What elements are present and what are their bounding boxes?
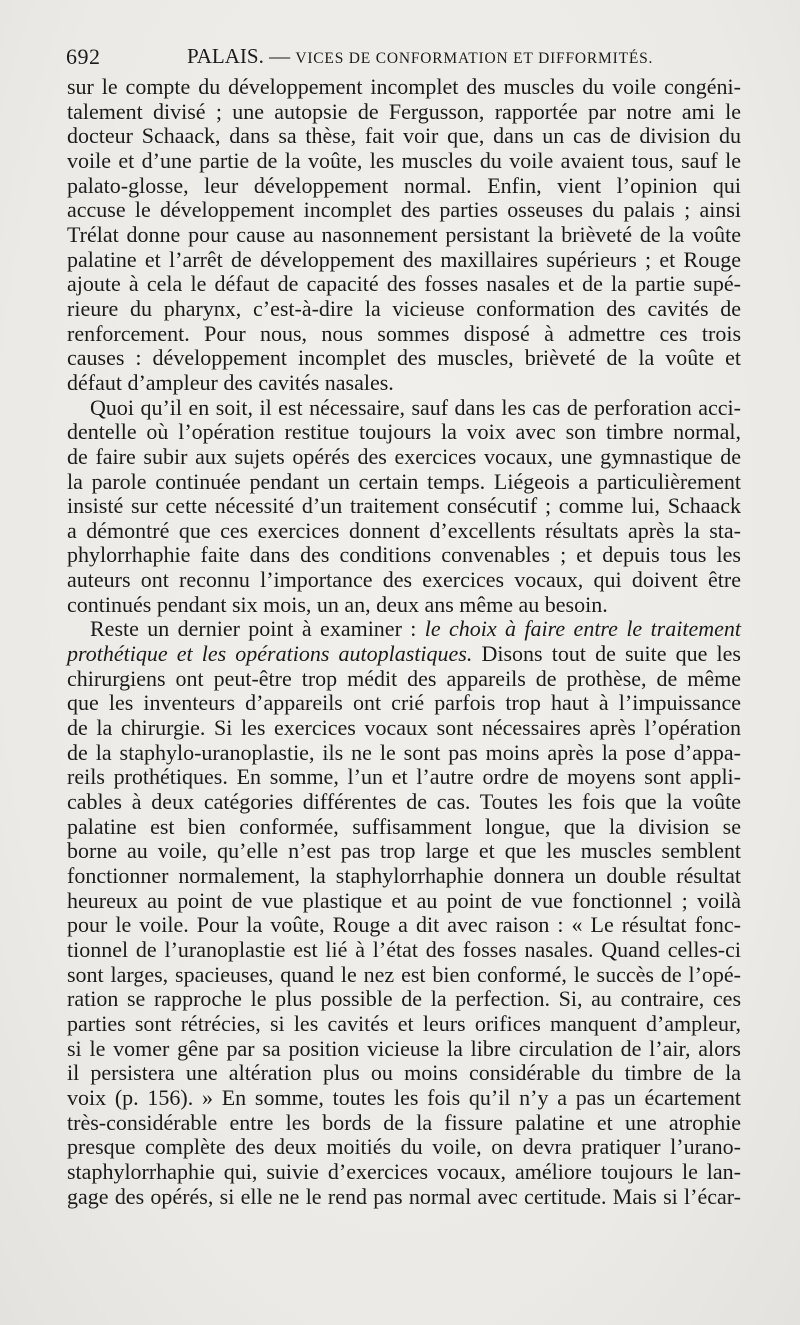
text-line: ajoute à cela le défaut de capacité des fosses nasales et de la partie supé- [67, 271, 741, 297]
text-run: Disons tout de suite que les [481, 641, 741, 667]
text-line [67, 617, 741, 642]
text-line: rieure du pharynx, c’est-à-dire la vicieuse conformation des cavités de [67, 295, 741, 321]
text-line: fonctionner normalement, la staphylorrhaphie donnera un double résultat [67, 863, 741, 888]
page-header [66, 44, 736, 74]
italic-phrase: prothétique et les opérations autoplastiques. [67, 641, 473, 667]
running-title [187, 44, 653, 69]
text-line: sur le compte du développement incomplet des muscles du voile congéni- [67, 74, 741, 99]
text-line: auteurs ont reconnu l’importance des exercices vocaux, qui doivent être [67, 567, 741, 593]
text-line [67, 642, 741, 667]
page-number: 692 [66, 44, 101, 69]
text-line: défaut d’ampleur des cavités nasales. [67, 369, 394, 395]
text-line: phylorrhaphie faite dans des conditions convenables ; et depuis tous les [67, 542, 741, 568]
text-line: voix (p. 156). » En somme, toutes les fois qu’il n’y a pas un écartement [67, 1084, 741, 1110]
running-title-sub: VICES DE CONFORMATION ET DIFFORMITÉS. [295, 50, 654, 67]
text-line: a démontré que ces exercices donnent d’excellents résultats après la sta- [67, 517, 741, 543]
text-line: ration se rapproche le plus possible de la perfection. Si, au contraire, ces [67, 986, 741, 1012]
text-line: tionnel de l’uranoplastie est lié à l’état des fosses nasales. Quand celles-ci [67, 936, 741, 962]
paragraph-2 [67, 396, 741, 618]
text-line: insisté sur cette nécessité d’un traitement consécutif ; comme lui, Schaack [67, 493, 741, 519]
text-line: la parole continuée pendant un certain temps. Liégeois a particulièrement [67, 468, 741, 494]
text-line: accuse le développement incomplet des parties osseuses du palais ; ainsi [67, 197, 741, 223]
text-line: talement divisé ; une autopsie de Fergusson, rapportée par notre ami le [67, 98, 741, 124]
text-run: Reste un dernier point à examiner : [90, 616, 417, 642]
text-line: chirurgiens ont peut-être trop médit des appareils de prothèse, de même [67, 665, 741, 691]
text-line: de faire subir aux sujets opérés des exercices vocaux, une gymnastique de [67, 443, 741, 469]
text-line: renforcement. Pour nous, nous sommes disposé à admettre ces trois [67, 320, 741, 346]
text-line: palato-glosse, leur développement normal. Enfin, vient l’opinion qui [67, 172, 741, 198]
text-line: cables à deux catégories différentes de cas. Toutes les fois que la voûte [67, 789, 741, 815]
text-line: palatine et l’arrêt de développement des maxillaires supérieurs ; et Rouge [67, 246, 741, 272]
paragraph-1 [67, 75, 741, 396]
text-line: de la chirurgie. Si les exercices vocaux sont nécessaires après l’opération [67, 715, 741, 741]
text-line: Trélat donne pour cause au nasonnement persistant la brièveté de la voûte [67, 221, 741, 247]
italic-phrase: le choix à faire entre le traitement [424, 616, 741, 642]
paragraph-3 [67, 617, 741, 1209]
text-line: que les inventeurs d’appareils ont crié parfois trop haut à l’impuissance [67, 690, 741, 716]
text-line: heureux au point de vue plastique et au point de vue fonctionnel ; voilà [67, 887, 741, 913]
text-line: voile et d’une partie de la voûte, les muscles du voile avaient tous, sauf le [67, 147, 741, 173]
text-line: continués pendant six mois, un an, deux ans même au besoin. [67, 591, 608, 617]
text-line: Quoi qu’il en soit, il est nécessaire, sauf dans les cas de perforation acci- [90, 394, 741, 420]
running-title-main: PALAIS. — [187, 44, 291, 68]
text-line: de la staphylo-uranoplastie, ils ne le sont pas moins après la pose d’appa- [67, 739, 741, 765]
text-line: gage des opérés, si elle ne le rend pas normal avec certitude. Mais si l’écar- [67, 1183, 741, 1209]
text-line: parties sont rétrécies, si les cavités et leurs orifices manquent d’ampleur, [67, 1010, 741, 1036]
text-line: reils prothétiques. En somme, l’un et l’autre ordre de moyens sont appli- [67, 764, 741, 790]
text-line: staphylorrhaphie qui, suivie d’exercices vocaux, améliore toujours le lan- [67, 1158, 741, 1184]
body-text [67, 75, 741, 1209]
text-line: si le vomer gêne par sa position vicieuse la libre circulation de l’air, alors [67, 1035, 741, 1061]
text-line: très-considérable entre les bords de la fissure palatine et une atrophie [67, 1109, 741, 1135]
text-line: sont larges, spacieuses, quand le nez est bien conformé, le succès de l’opé- [67, 961, 741, 987]
text-line: pour le voile. Pour la voûte, Rouge a dit avec raison : « Le résultat fonc- [67, 912, 741, 938]
text-line: causes : développement incomplet des muscles, brièveté de la voûte et [67, 345, 741, 371]
text-line: docteur Schaack, dans sa thèse, fait voir que, dans un cas de division du [67, 123, 741, 149]
text-line: borne au voile, qu’elle n’est pas trop large et que les muscles semblent [67, 838, 741, 864]
text-line: dentelle où l’opération restitue toujours la voix avec son timbre normal, [67, 419, 741, 445]
text-line: il persistera une altération plus ou moins considérable du timbre de la [67, 1060, 741, 1086]
text-line: presque complète des deux moitiés du voile, on devra pratiquer l’urano- [67, 1134, 741, 1160]
text-line: palatine est bien conformée, suffisamment longue, que la division se [67, 813, 741, 839]
